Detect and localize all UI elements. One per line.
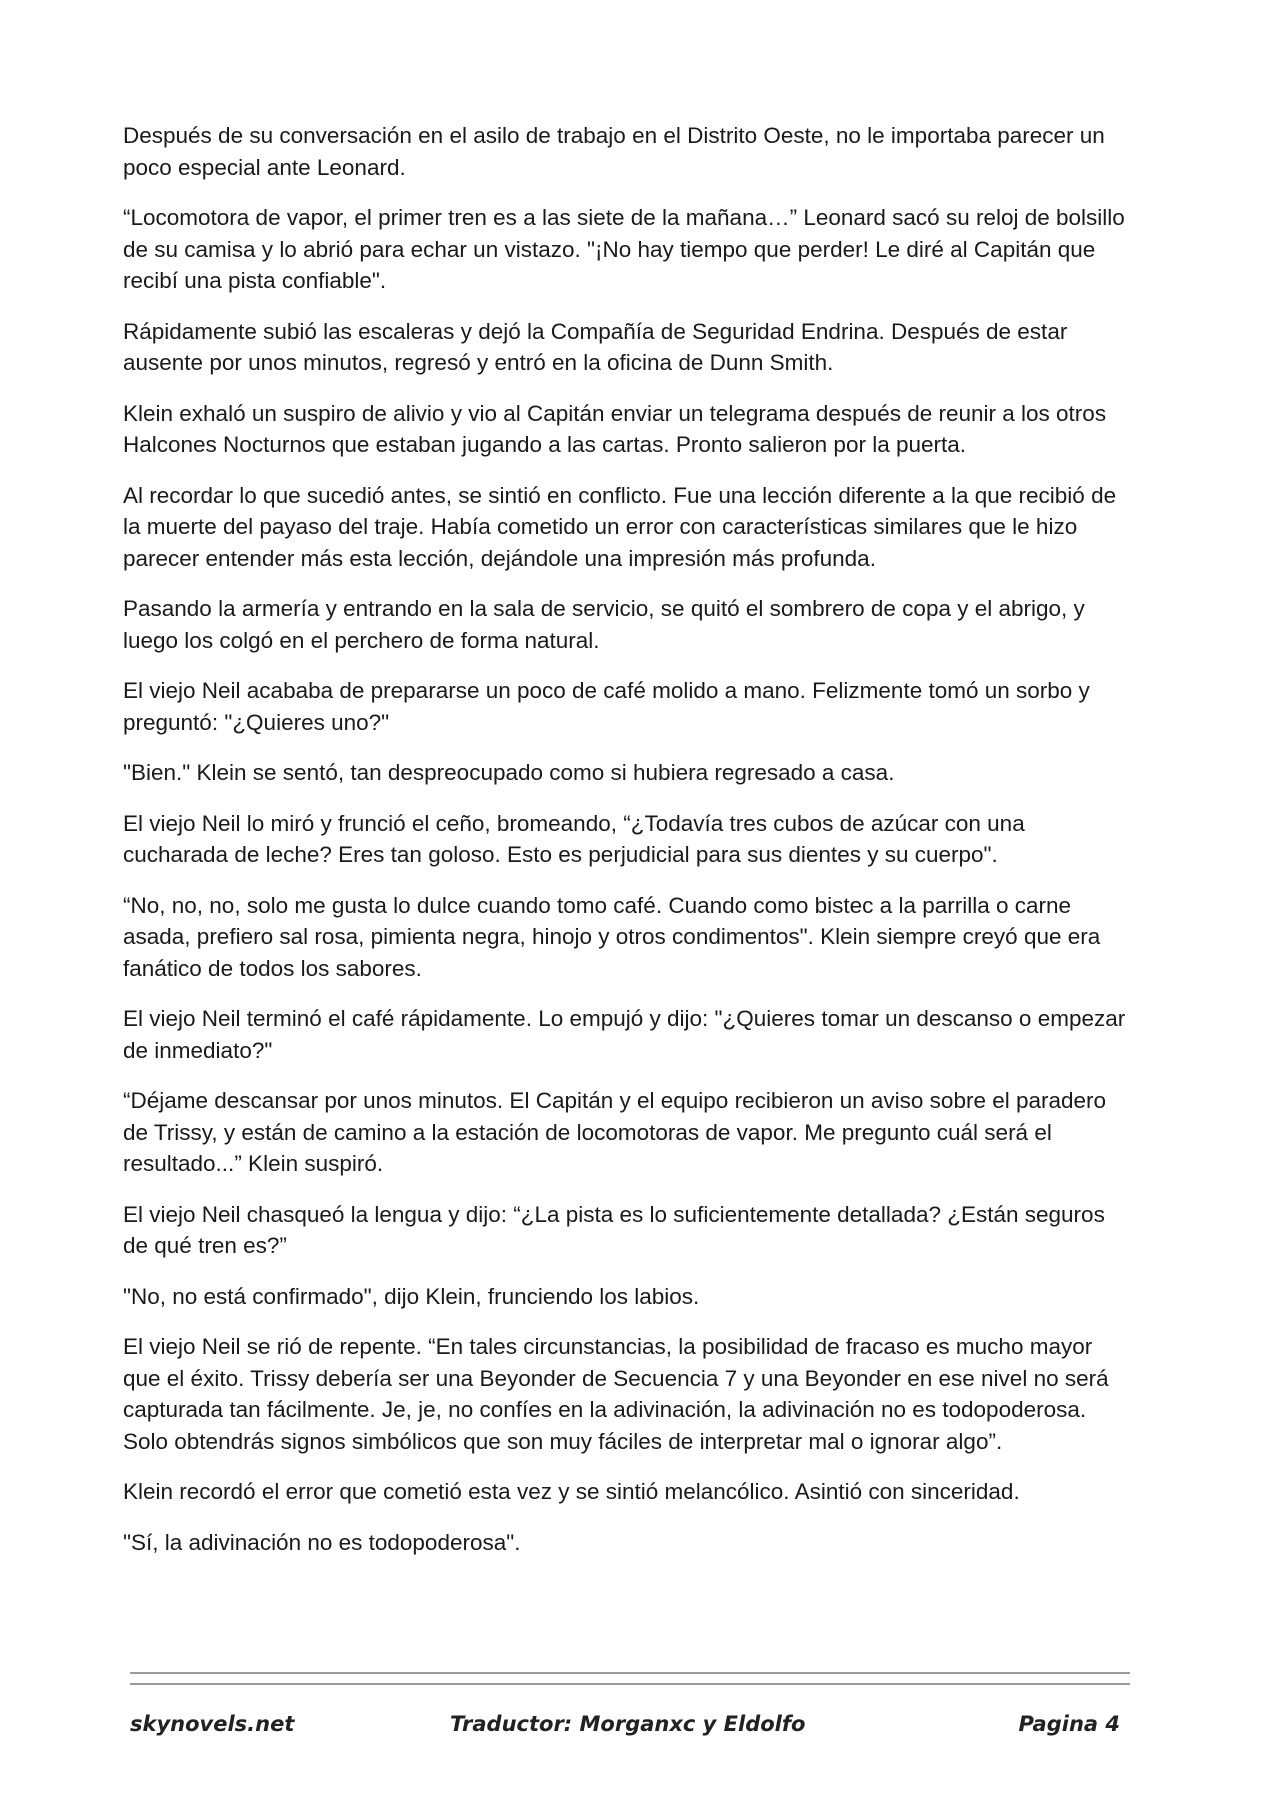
footer-translator: Traductor: Morganxc y Eldolfo xyxy=(450,1712,806,1736)
paragraph: “No, no, no, solo me gusta lo dulce cuando tomo café. Cuando como bistec a la parrilla o carne asada, prefiero sal rosa, pimienta negra, hinojo y otros condimentos". Klein siempre creyó que era fanático de todos los sabores. xyxy=(123,892,1101,981)
paragraph: "Sí, la adivinación no es todopoderosa". xyxy=(123,1529,521,1555)
footer-divider-top xyxy=(130,1672,1130,1674)
paragraph: El viejo Neil terminó el café rápidamente. Lo empujó y dijo: "¿Quieres tomar un descanso o empezar de inmediato?" xyxy=(123,1006,1126,1063)
paragraph: El viejo Neil chasqueó la lengua y dijo: “¿La pista es lo suficientemente detallada? ¿Están seguros de qué tren es?” xyxy=(123,1201,1105,1258)
paragraph: “Locomotora de vapor, el primer tren es a las siete de la mañana…” Leonard sacó su reloj de bolsillo de su camisa y lo abrió para echar un vistazo. "¡No hay tiempo que perder! Le diré al Capitán que recibí una pista confiable". xyxy=(123,205,1125,293)
paragraph: El viejo Neil se rió de repente. “En tales circunstancias, la posibilidad de fracaso es mucho mayor que el éxito. Trissy debería ser una Beyonder de Secuencia 7 y una Beyonder en ese nivel no será capturada tan fácilmente. Je, je, no confíes en la adivinación, la adivinación no es todopoderosa. Solo obtendrás signos simbólicos que son muy fáciles de interpretar mal o ignorar algo”. xyxy=(123,1334,1109,1454)
footer-page-number: Pagina 4 xyxy=(1018,1712,1120,1736)
footer-site: skynovels.net xyxy=(130,1712,295,1736)
paragraph: Después de su conversación en el asilo de trabajo en el Distrito Oeste, no le importaba parecer un poco especial ante Leonard. xyxy=(123,123,1105,180)
paragraph: "Bien." Klein se sentó, tan despreocupado como si hubiera regresado a casa. xyxy=(123,760,895,785)
paragraph: "No, no está confirmado", dijo Klein, frunciendo los labios. xyxy=(123,1283,700,1309)
paragraph: Pasando la armería y entrando en la sala de servicio, se quitó el sombrero de copa y el abrigo, y luego los colgó en el perchero de forma natural. xyxy=(123,596,1085,653)
paragraph: Klein recordó el error que cometió esta vez y se sintió melancólico. Asintió con sinceridad. xyxy=(123,1479,1020,1504)
footer-divider-bottom xyxy=(130,1683,1130,1685)
paragraph: Al recordar lo que sucedió antes, se sintió en conflicto. Fue una lección diferente a la que recibió de la muerte del payaso del traje. Había cometido un error con características similares que le hizo parecer entender más esta lección, dejándole una impresión más profunda. xyxy=(123,482,1117,571)
page-footer xyxy=(130,1712,1130,1748)
paragraph: El viejo Neil acababa de prepararse un poco de café molido a mano. Felizmente tomó un sorbo y preguntó: "¿Quieres uno?" xyxy=(123,678,1090,735)
paragraph: Klein exhaló un suspiro de alivio y vio al Capitán enviar un telegrama después de reunir a los otros Halcones Nocturnos que estaban jugando a las cartas. Pronto salieron por la puerta. xyxy=(123,400,1107,457)
paragraph: “Déjame descansar por unos minutos. El Capitán y el equipo recibieron un aviso sobre el paradero de Trissy, y están de camino a la estación de locomotoras de vapor. Me pregunto cuál será el resultado...” Klein suspiró. xyxy=(123,1088,1107,1176)
paragraph: Rápidamente subió las escaleras y dejó la Compañía de Seguridad Endrina. Después de estar ausente por unos minutos, regresó y entró en la oficina de Dunn Smith. xyxy=(123,318,1068,375)
body-text xyxy=(123,120,1135,1577)
paragraph: El viejo Neil lo miró y frunció el ceño, bromeando, “¿Todavía tres cubos de azúcar con una cucharada de leche? Eres tan goloso. Esto es perjudicial para sus dientes y su cuerpo". xyxy=(123,810,1025,867)
